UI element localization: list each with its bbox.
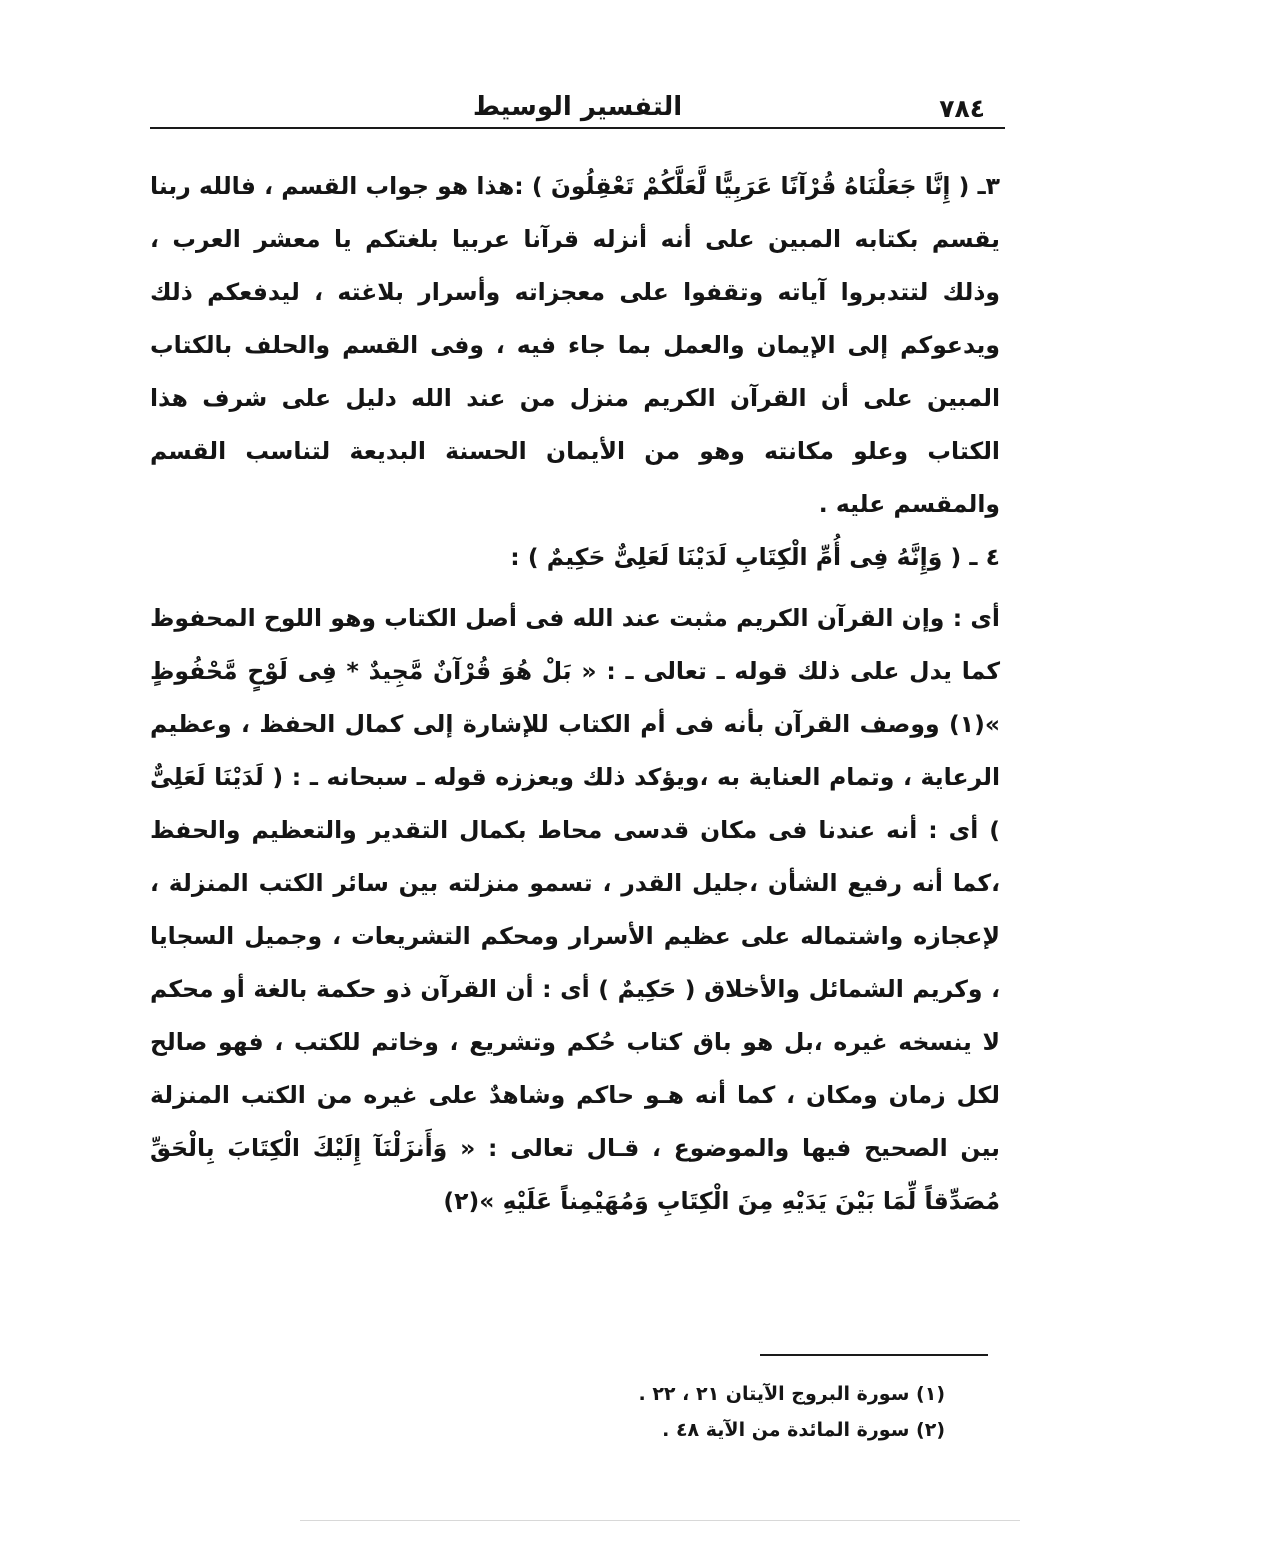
- running-title: التفسير الوسيط: [472, 92, 683, 122]
- body-text: [150, 160, 1000, 1228]
- paragraph-verse-4-heading: ٤ ـ ( وَإِنَّهُ فِى أُمِّ الْكِتَابِ لَدَيْنَا لَعَلِىٌّ حَكِيمٌ ) :: [510, 543, 1000, 571]
- footnotes: [560, 1376, 945, 1448]
- footnote-rule: [760, 1354, 988, 1356]
- footnote-1: (١) سورة البروج الآيتان ٢١ ، ٢٢ .: [638, 1383, 945, 1405]
- page-number: ٧٨٤: [939, 94, 985, 123]
- header-rule: [150, 127, 1005, 129]
- paragraph-verse-4-commentary: أى : وإن القرآن الكريم مثبت عند الله فى أصل الكتاب وهو اللوح المحفوظ كما يدل على ذلك قوله ـ تعالى ـ : « بَلْ هُوَ قُرْآنٌ مَّجِيدٌ * فِى لَوْحٍ مَّحْفُوظٍ »(١) ووصف القرآن بأنه فى أم الكتاب للإشارة إلى كمال الحفظ ، وعظيم الرعاية ، وتمام العناية به ،ويؤكد ذلك ويعززه قوله ـ سبحانه ـ : ( لَدَيْنَا لَعَلِىٌّ ) أى : أنه عندنا فى مكان قدسى محاط بكمال التقدير والتعظيم والحفظ ،كما أنه رفيع الشأن ،جليل القدر ، تسمو منزلته بين سائر الكتب المنزلة ، لإعجازه واشتماله على عظيم الأسرار ومحكم التشريعات ، وجميل السجايا ، وكريم الشمائل والأخلاق ( حَكِيمٌ ) أى : أن القرآن ذو حكمة بالغة أو محكم لا ينسخه غيره ،بل هو باق كتاب حُكم وتشريع ، وخاتم للكتب ، فهو صالح لكل زمان ومكان ، كما أنه هـو حاكم وشاهدٌ على غيره من الكتب المنزلة بين الصحيح فيها والموضوع ، قـال تعالى : « وَأَنزَلْنَآ إِلَيْكَ الْكِتَابَ بِالْحَقِّ مُصَدِّقاً لِّمَا بَيْنَ يَدَيْهِ مِنَ الْكِتَابِ وَمُهَيْمِناً عَلَيْهِ »(٢): [150, 604, 1000, 1215]
- paragraph-verse-3: ٣ـ ( إِنَّا جَعَلْنَاهُ قُرْآنًا عَرَبِيًّا لَّعَلَّكُمْ تَعْقِلُونَ ) :هذا هو جواب القسم ، فالله ربنا يقسم بكتابه المبين على أنه أنزله قرآنا عربيا بلغتكم يا معشر العرب ، وذلك لتتدبروا آياته وتقفوا على معجزاته وأسرار بلاغته ، ليدفعكم ذلك ويدعوكم إلى الإيمان والعمل بما جاء فيه ، وفى القسم والحلف بالكتاب المبين على أن القرآن الكريم منزل من عند الله دليل على شرف هذا الكتاب وعلو مكانته وهو من الأيمان الحسنة البديعة لتناسب القسم والمقسم عليه .: [150, 172, 1000, 518]
- page-header: [150, 92, 1005, 128]
- scan-edge-line: [300, 1520, 1020, 1521]
- footnote-2: (٢) سورة المائدة من الآية ٤٨ .: [662, 1419, 945, 1441]
